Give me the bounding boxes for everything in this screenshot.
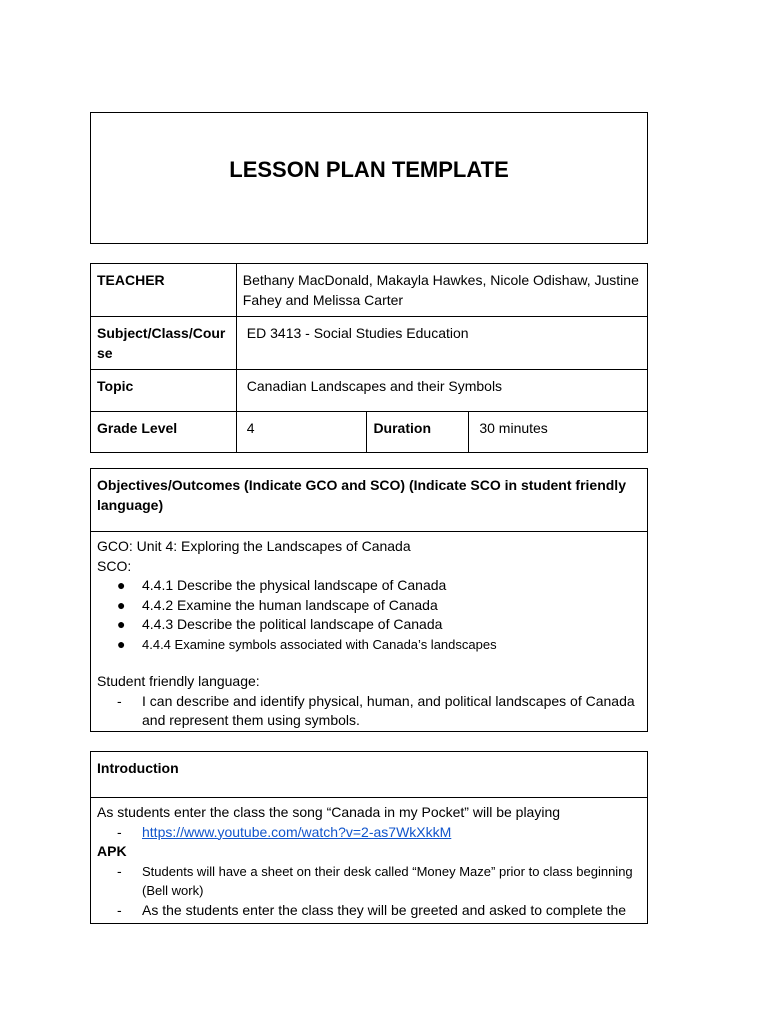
introduction-heading: Introduction: [91, 752, 647, 798]
list-item: [97, 615, 641, 635]
teacher-row: [91, 264, 648, 317]
list-item: [97, 862, 641, 901]
list-item: [97, 901, 641, 921]
page-title: LESSON PLAN TEMPLATE: [229, 157, 509, 182]
subject-row: [91, 317, 648, 370]
dash-icon: -: [117, 692, 122, 709]
topic-value: Canadian Landscapes and their Symbols: [236, 370, 647, 412]
sco-text: 4.4.2 Examine the human landscape of Canada: [142, 596, 438, 613]
teacher-label: TEACHER: [91, 264, 237, 317]
song-link[interactable]: https://www.youtube.com/watch?v=2-as7WkXkkM: [142, 823, 452, 840]
list-item: [97, 823, 641, 843]
teacher-value: Bethany MacDonald, Makayla Hawkes, Nicole Odishaw, Justine Fahey and Melissa Carter: [236, 264, 647, 317]
objectives-body: [91, 533, 647, 735]
objectives-box: [90, 468, 648, 732]
bullet-icon: ●: [117, 616, 126, 632]
bullet-icon: ●: [117, 596, 126, 613]
introduction-box: [90, 751, 648, 924]
friendly-label: Student friendly language:: [97, 673, 260, 689]
dash-icon: -: [117, 901, 122, 918]
apk-text: As the students enter the class they will be greeted and asked to complete the: [142, 901, 627, 918]
topic-row: [91, 370, 648, 412]
list-item: [97, 692, 641, 731]
bullet-icon: ●: [117, 577, 126, 593]
sco-list: [97, 576, 641, 654]
list-item: [97, 576, 641, 596]
sco-text: 4.4.1 Describe the physical landscape of Canada: [142, 577, 447, 593]
duration-value: 30 minutes: [469, 412, 648, 453]
dash-icon: -: [117, 823, 122, 840]
grade-label: Grade Level: [91, 412, 237, 453]
apk-label: APK: [97, 843, 127, 859]
info-table: [90, 263, 648, 453]
list-item: [97, 596, 641, 616]
topic-label: Topic: [91, 370, 237, 412]
dash-icon: -: [117, 862, 122, 879]
introduction-body: [91, 799, 647, 924]
objectives-heading: Objectives/Outcomes (Indicate GCO and SCO) (Indicate SCO in student friendly language): [91, 469, 647, 532]
bullet-icon: ●: [117, 635, 126, 652]
friendly-text: I can describe and identify physical, human, and political landscapes of Canada and represent them using symbols.: [142, 692, 635, 728]
apk-text: Students will have a sheet on their desk called “Money Maze” prior to class beginning (Bell work): [142, 863, 633, 898]
sco-label: SCO:: [97, 557, 132, 574]
link-list: [97, 823, 641, 843]
intro-line: As students enter the class the song “Canada in my Pocket” will be playing: [97, 804, 561, 820]
subject-label: Subject/Class/Course: [91, 317, 237, 370]
sco-text: 4.4.3 Describe the political landscape of Canada: [142, 616, 443, 632]
title-box: [90, 112, 648, 244]
grade-row: [91, 412, 648, 453]
subject-value: ED 3413 - Social Studies Education: [236, 317, 647, 370]
grade-value: 4: [236, 412, 367, 453]
friendly-list: [97, 692, 641, 731]
gco-line: GCO: Unit 4: Exploring the Landscapes of Canada: [97, 538, 411, 554]
list-item: [97, 635, 641, 655]
apk-list: [97, 862, 641, 921]
duration-label: Duration: [367, 412, 469, 453]
sco-text: 4.4.4 Examine symbols associated with Canada’s landscapes: [142, 636, 497, 652]
